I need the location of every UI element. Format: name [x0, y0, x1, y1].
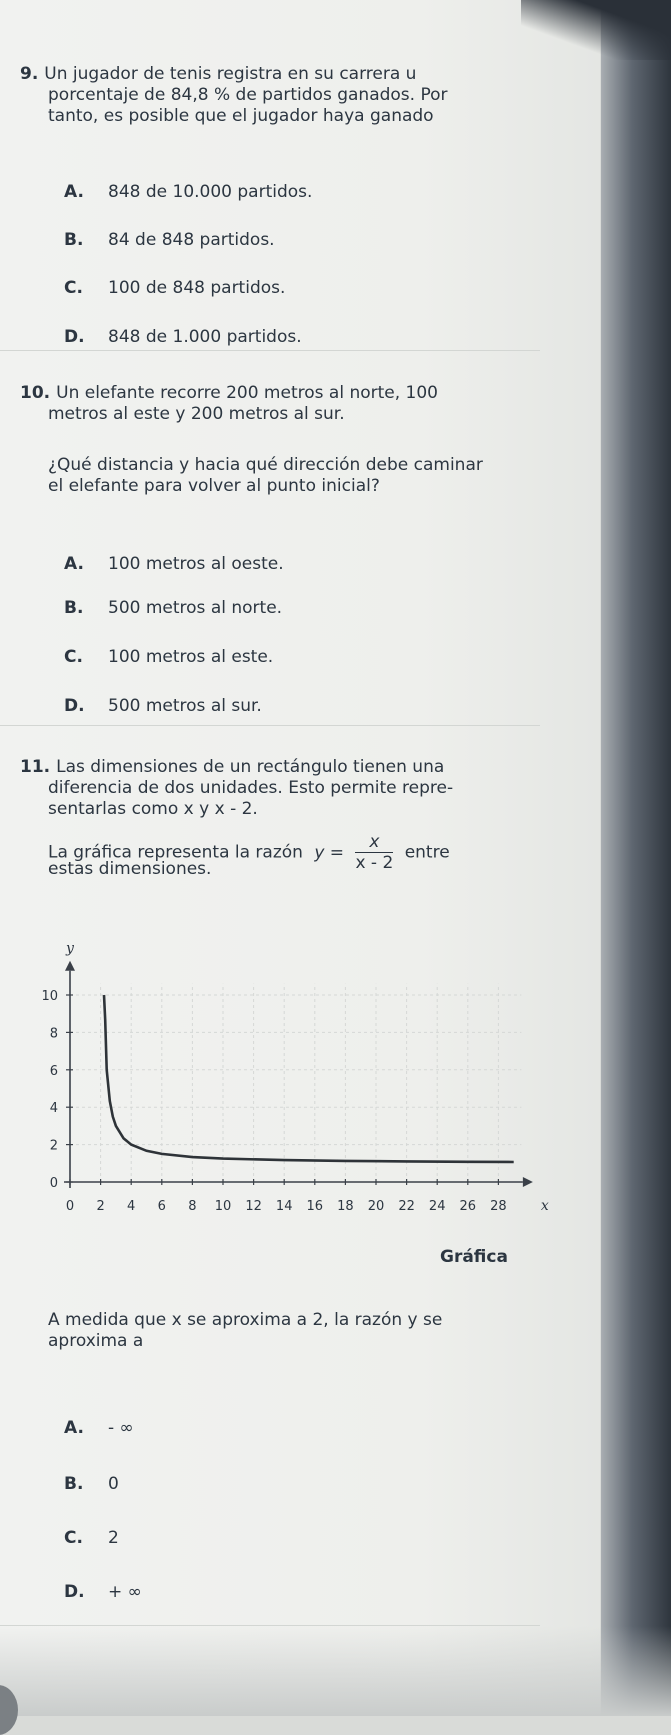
- ratio-prefix: La gráfica representa la razón: [48, 842, 303, 863]
- x-tick-label: 20: [367, 1199, 385, 1214]
- option-letter: D.: [64, 1582, 85, 1602]
- question-11-option-a[interactable]: [64, 1418, 134, 1438]
- option-text: 500 metros al norte.: [108, 598, 283, 618]
- x-tick-label: 10: [214, 1199, 232, 1214]
- ratio-line-2: estas dimensiones.: [48, 859, 212, 879]
- y-tick-label: 6: [49, 1063, 58, 1079]
- option-letter: B.: [64, 1474, 84, 1494]
- option-text: 100 metros al oeste.: [108, 554, 284, 574]
- question-10-stem: [20, 383, 540, 425]
- x-tick-label: 12: [245, 1199, 262, 1214]
- question-10-line-2: metros al este y 200 metros al sur.: [48, 404, 345, 424]
- question-11-option-c[interactable]: [64, 1528, 119, 1548]
- question-9-line-2: porcentaje de 84,8 % de partidos ganados. Por: [48, 85, 448, 105]
- question-11-stem: [20, 757, 540, 820]
- y-axis-arrow: [65, 961, 75, 971]
- option-letter: C.: [64, 647, 83, 667]
- question-11-option-b[interactable]: [64, 1474, 119, 1494]
- ratio-numerator: x: [355, 832, 393, 853]
- x-tick-label: 18: [337, 1199, 354, 1214]
- question-9-option-c[interactable]: [64, 278, 285, 298]
- question-10-prompt-line-1: ¿Qué distancia y hacia qué dirección debe caminar: [48, 455, 483, 475]
- option-letter: A.: [64, 182, 84, 202]
- question-10-prompt-line-2: el elefante para volver al punto inicial?: [48, 476, 380, 496]
- question-11-line-2: diferencia de dos unidades. Esto permite repre-: [48, 778, 454, 798]
- y-tick-label: 8: [49, 1026, 58, 1042]
- graph-caption: Gráfica: [440, 1247, 508, 1267]
- question-10-number: 10.: [20, 383, 51, 403]
- question-11-prompt: [48, 1310, 538, 1352]
- question-10-prompt: [48, 455, 538, 497]
- question-9-line-1: Un jugador de tenis registra en su carrera u: [44, 64, 417, 84]
- option-text: 100 metros al este.: [108, 647, 274, 667]
- x-tick-label: 8: [188, 1199, 197, 1214]
- ratio-denominator: x - 2: [355, 853, 394, 873]
- option-text: 0: [108, 1474, 119, 1494]
- y-tick-label: 4: [49, 1101, 58, 1117]
- option-text: + ∞: [108, 1582, 142, 1602]
- x-tick-label: 6: [157, 1199, 166, 1214]
- section-divider: [0, 725, 540, 726]
- x-tick-label: 4: [127, 1199, 136, 1214]
- question-9-number: 9.: [20, 64, 39, 84]
- option-text: 500 metros al sur.: [108, 696, 262, 716]
- page-corner-shadow: [521, 0, 671, 60]
- x-tick-label: 14: [275, 1199, 293, 1214]
- ratio-fraction: [355, 832, 393, 873]
- question-11-number: 11.: [20, 757, 51, 777]
- question-9-line-3: tanto, es posible que el jugador haya ganado: [48, 106, 434, 126]
- x-tick-label: 26: [459, 1199, 477, 1214]
- graph-grid: [70, 984, 521, 1182]
- ratio-graph: [40, 918, 560, 1218]
- ratio-curve: [104, 995, 514, 1162]
- question-9-stem: [20, 64, 540, 127]
- question-10-line-1: Un elefante recorre 200 metros al norte, 100: [56, 383, 438, 403]
- option-text: 100 de 848 partidos.: [108, 278, 286, 298]
- x-tick-label: 2: [96, 1199, 105, 1214]
- x-tick-label: 16: [306, 1199, 324, 1214]
- question-10-option-d[interactable]: [64, 696, 262, 716]
- page-bottom-shadow: [0, 1626, 671, 1716]
- option-letter: B.: [64, 230, 84, 250]
- question-11-line-1: Las dimensiones de un rectángulo tienen una: [56, 757, 445, 777]
- question-9-option-d[interactable]: [64, 327, 302, 347]
- x-tick-label: 24: [428, 1199, 446, 1214]
- y-axis-label: y: [66, 940, 74, 957]
- page-edge-shadow: [601, 0, 671, 1716]
- question-11-prompt-line-2: aproxima a: [48, 1331, 144, 1351]
- option-letter: C.: [64, 1528, 83, 1548]
- question-9-option-b[interactable]: [64, 230, 275, 250]
- option-text: - ∞: [108, 1418, 134, 1438]
- x-axis-label: x: [540, 1198, 549, 1214]
- option-letter: B.: [64, 598, 84, 618]
- option-letter: A.: [64, 1418, 84, 1438]
- question-11-ratio: [48, 832, 568, 880]
- x-tick-label: 22: [398, 1199, 415, 1214]
- option-text: 848 de 10.000 partidos.: [108, 182, 313, 202]
- question-9-option-a[interactable]: [64, 182, 312, 202]
- y-tick-label: 10: [41, 989, 58, 1004]
- option-letter: D.: [64, 696, 85, 716]
- x-axis-arrow: [523, 1177, 533, 1187]
- question-10-option-c[interactable]: [64, 647, 273, 667]
- y-tick-label: 2: [49, 1138, 58, 1154]
- y-tick-label: 0: [49, 1176, 58, 1191]
- graph-axes: [64, 941, 549, 1214]
- option-text: 848 de 1.000 partidos.: [108, 327, 302, 347]
- question-10-option-a[interactable]: [64, 554, 284, 574]
- x-tick-label: 28: [490, 1199, 507, 1214]
- ratio-lhs: y =: [314, 842, 345, 863]
- question-11-option-d[interactable]: [64, 1582, 142, 1602]
- option-letter: C.: [64, 278, 83, 298]
- question-10-option-b[interactable]: [64, 598, 282, 618]
- question-11-prompt-line-1: A medida que x se aproxima a 2, la razón y se: [48, 1310, 443, 1330]
- section-divider: [0, 350, 540, 351]
- option-text: 84 de 848 partidos.: [108, 230, 275, 250]
- ratio-suffix: entre: [404, 842, 450, 863]
- option-text: 2: [108, 1528, 119, 1548]
- option-letter: A.: [64, 554, 84, 574]
- x-tick-label: 0: [65, 1199, 75, 1214]
- option-letter: D.: [64, 327, 85, 347]
- question-11-line-3: sentarlas como x y x - 2.: [48, 799, 258, 819]
